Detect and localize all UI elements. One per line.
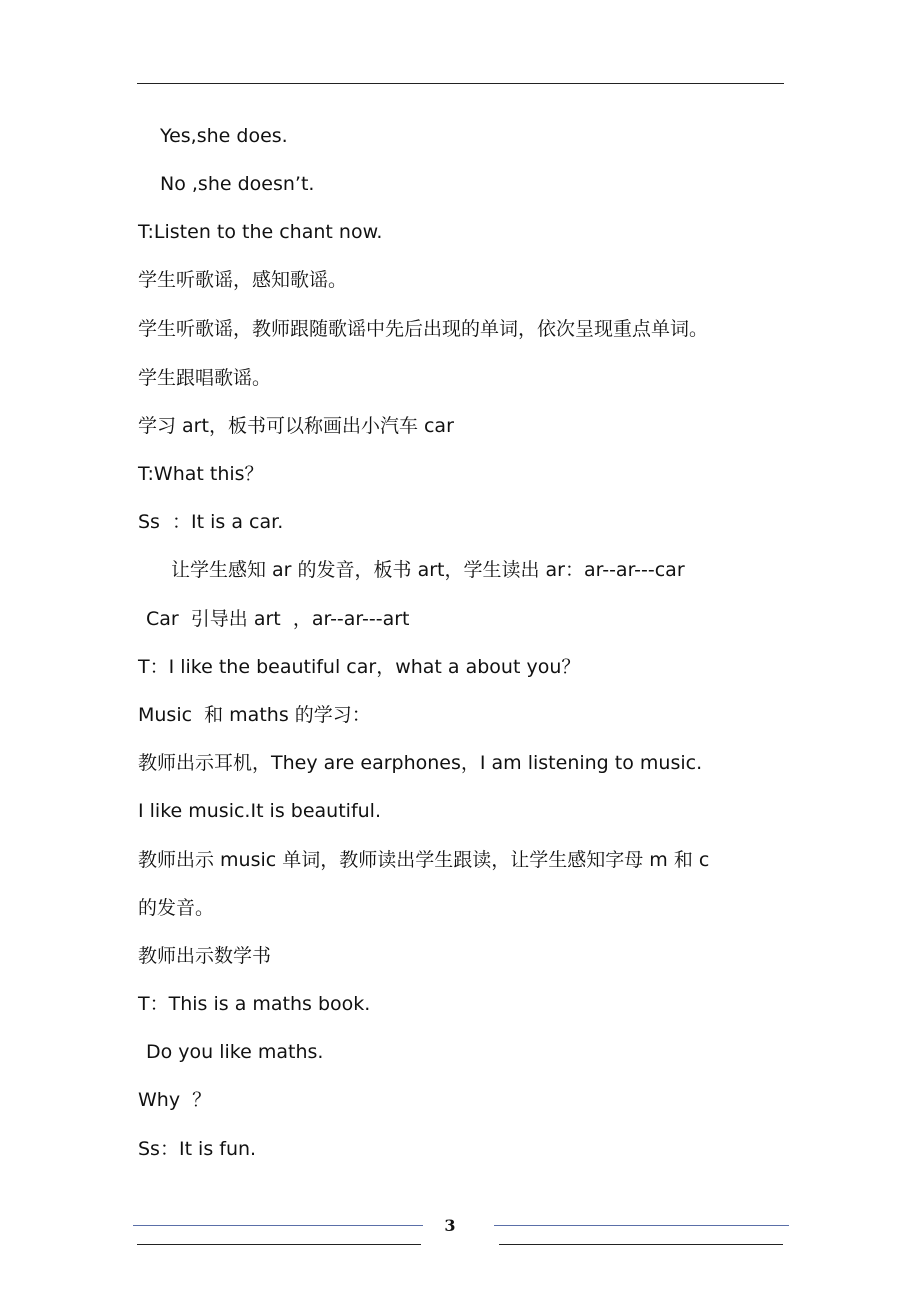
page-number: 3 — [444, 1216, 456, 1235]
footer-rule-left-bottom — [137, 1244, 421, 1245]
text-line: 让学生感知 ar 的发音，板书 art，学生读出 ar：ar--ar---car — [171, 559, 685, 581]
text-line: T：I like the beautiful car，what a about you？ — [138, 656, 581, 678]
text-line: Do you like maths. — [146, 1041, 324, 1063]
text-line: T：This is a maths book. — [138, 993, 371, 1015]
footer-rule-right-top — [494, 1225, 789, 1226]
text-line: 学习 art，板书可以称画出小汽车 car — [138, 415, 454, 437]
text-line: T:Listen to the chant now. — [138, 221, 383, 243]
text-line: 学生听歌谣，感知歌谣。 — [138, 269, 348, 291]
text-line: T:What this？ — [138, 463, 264, 485]
text-line: I like music.It is beautiful. — [138, 800, 381, 822]
text-line: Ss ：It is a car. — [138, 511, 284, 533]
text-line: 教师出示数学书 — [138, 945, 272, 967]
footer-rule-right-bottom — [499, 1244, 783, 1245]
text-line: Yes,she does. — [160, 125, 288, 147]
text-line: No ,she doesn’t. — [160, 173, 315, 195]
text-line: Music 和 maths 的学习： — [138, 704, 371, 726]
text-line: Car 引导出 art ，ar--ar---art — [146, 608, 410, 630]
text-line: Why ？ — [138, 1089, 212, 1111]
text-line: Ss：It is fun. — [138, 1138, 257, 1160]
text-line: 的发音。 — [138, 897, 215, 919]
header-rule — [137, 83, 784, 84]
text-line: 学生跟唱歌谣。 — [138, 367, 272, 389]
text-line: 教师出示耳机，They are earphones，I am listening to music. — [138, 752, 703, 774]
text-line: 教师出示 music 单词，教师读出学生跟读，让学生感知字母 m 和 c — [138, 849, 710, 871]
text-line: 学生听歌谣，教师跟随歌谣中先后出现的单词，依次呈现重点单词。 — [138, 318, 709, 340]
footer-rule-left-top — [133, 1225, 423, 1226]
